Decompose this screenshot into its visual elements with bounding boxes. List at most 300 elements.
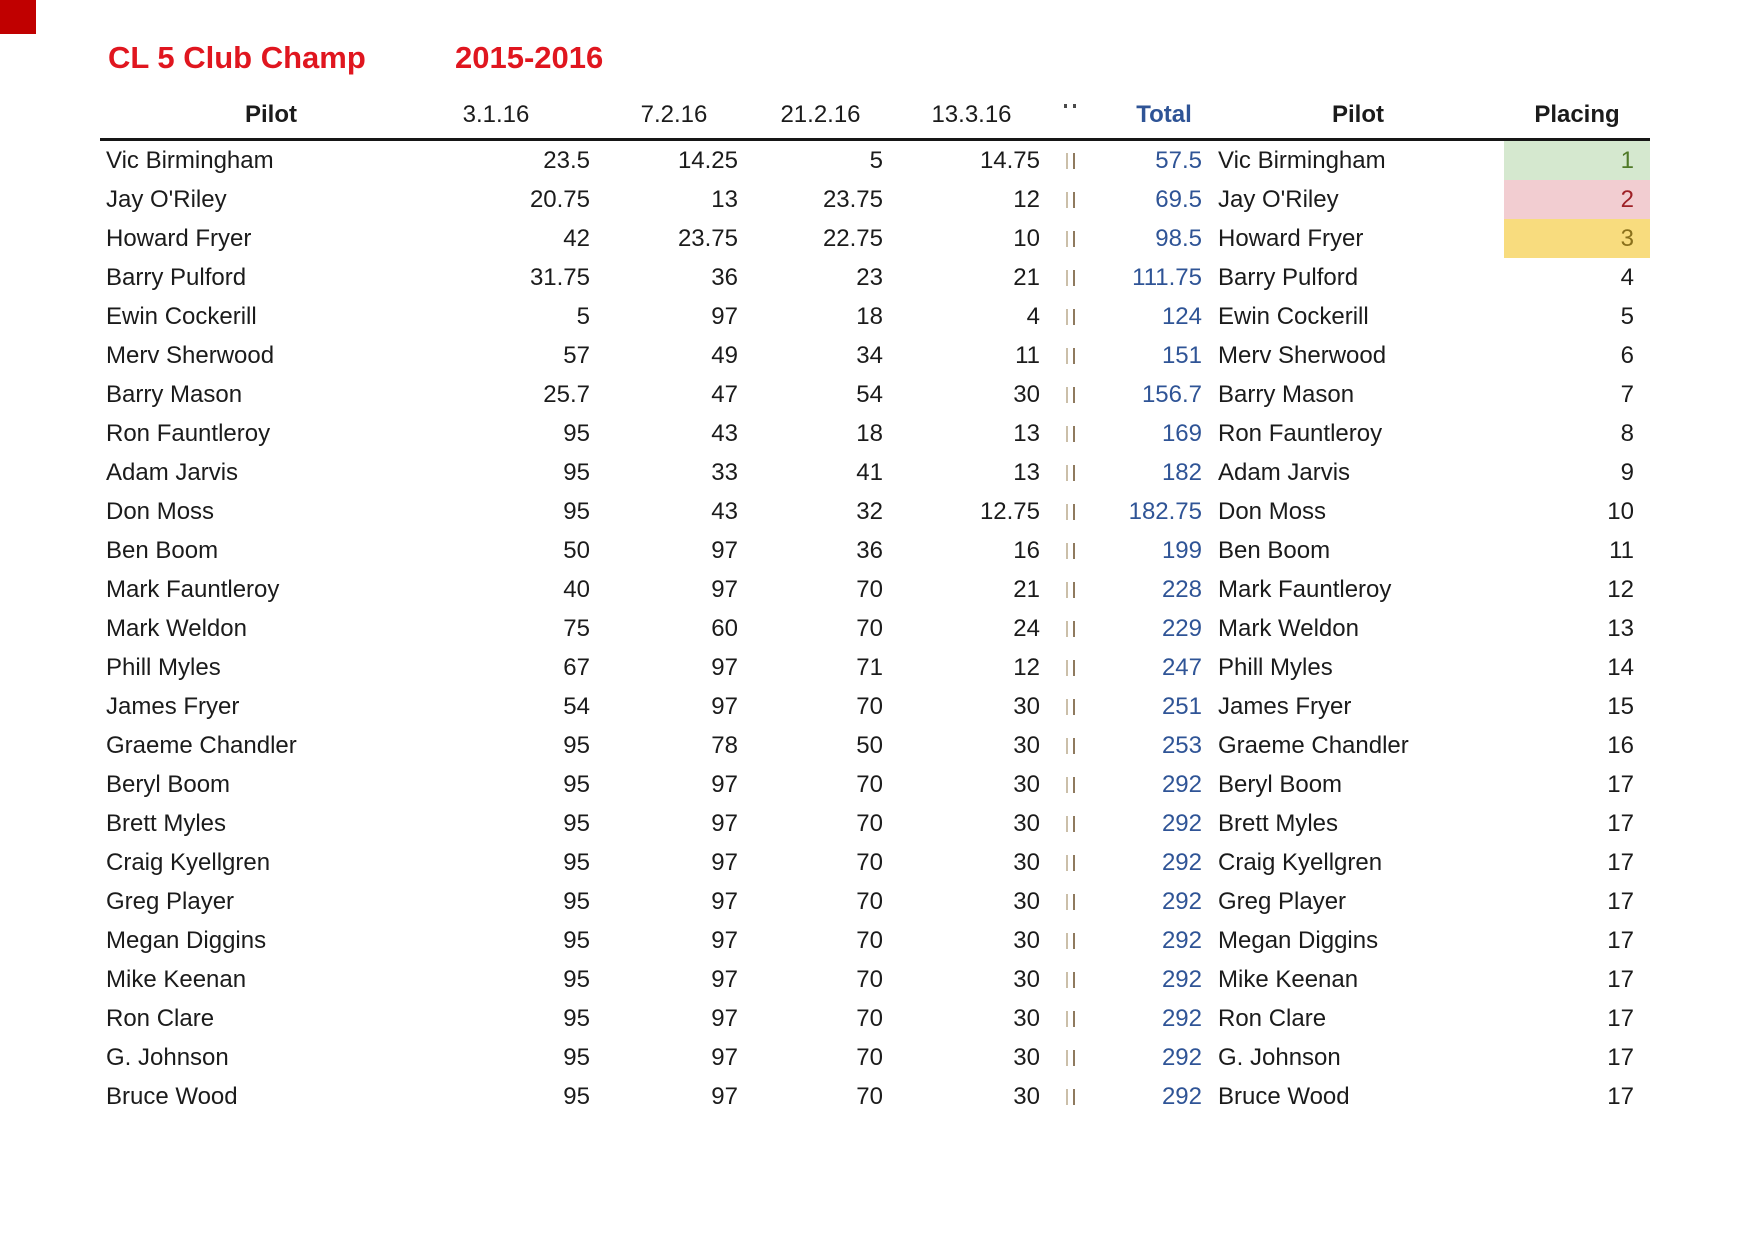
score-cell[interactable]: 42 [563,225,590,252]
table-row [100,570,1650,609]
total-cell[interactable]: 57.5 [1155,147,1202,174]
score-cell[interactable]: 70 [856,927,883,954]
score-cell[interactable]: 95 [563,459,590,486]
sparkline-cell[interactable] [1050,804,1090,843]
sparkline-bar-icon [1066,972,1068,988]
score-cell[interactable]: 50 [563,537,590,564]
score-cell[interactable]: 95 [563,966,590,993]
total-cell[interactable]: 253 [1161,732,1202,759]
total-cell[interactable]: 292 [1161,771,1202,798]
total-cell[interactable]: 292 [1161,888,1202,915]
score-cell[interactable]: 54 [856,381,883,408]
score-cell[interactable]: 31.75 [529,264,590,291]
sparkline-bar-icon [1066,777,1068,793]
pilot-name-cell[interactable]: Ewin Cockerill [106,303,257,330]
score-cell[interactable]: 70 [856,810,883,837]
pilot-name-cell[interactable]: Merv Sherwood [1218,342,1387,369]
placing-cell[interactable]: 17 [1607,1044,1634,1071]
sparkline-bar-icon [1066,387,1068,403]
header-total[interactable]: Total [1136,101,1192,128]
sparkline-cell[interactable] [1050,765,1090,804]
sparkline-cell[interactable] [1050,570,1090,609]
sparkline-cell[interactable] [1050,687,1090,726]
total-cell[interactable]: 292 [1161,966,1202,993]
pilot-name-cell[interactable]: Howard Fryer [1218,225,1364,252]
placing-cell[interactable]: 17 [1607,771,1634,798]
sparkline-cell[interactable] [1050,999,1090,1038]
sparkline-bar-icon [1073,504,1075,520]
score-cell[interactable]: 70 [856,615,883,642]
score-cell[interactable]: 23 [856,264,883,291]
pilot-name-cell[interactable]: Graeme Chandler [1218,732,1409,759]
score-cell[interactable]: 71 [856,654,883,681]
pilot-name-cell[interactable]: Vic Birmingham [1218,147,1386,174]
table-row [100,960,1650,999]
placing-cell[interactable]: 2 [1504,180,1650,219]
sparkline-cell[interactable] [1050,453,1090,492]
total-cell[interactable]: 247 [1161,654,1202,681]
sparkline-cell[interactable] [1050,141,1090,180]
score-cell[interactable]: 70 [856,1044,883,1071]
pilot-name-cell[interactable]: Vic Birmingham [106,147,274,174]
placing-cell[interactable]: 7 [1620,381,1634,408]
placing-cell[interactable]: 8 [1620,420,1634,447]
placing-cell[interactable]: 1 [1504,141,1650,180]
sparkline-cell[interactable] [1050,258,1090,297]
title-row [108,40,604,80]
score-cell[interactable]: 43 [711,498,738,525]
pilot-name-cell[interactable]: Jay O'Riley [1218,186,1339,213]
sparkline-cell[interactable] [1050,219,1090,258]
sparkline-bar-icon [1066,660,1068,676]
table-row [100,219,1650,258]
score-cell[interactable]: 70 [856,771,883,798]
pilot-name-cell[interactable]: Phill Myles [106,654,221,681]
score-cell[interactable]: 60 [711,615,738,642]
sparkline-bar-icon [1073,699,1075,715]
header-placing[interactable]: Placing [1534,101,1620,128]
pilot-name-cell[interactable]: Greg Player [1218,888,1347,915]
sparkline-cell[interactable] [1050,1077,1090,1116]
sheet-title[interactable]: CL 5 Club Champ [108,40,366,75]
score-cell[interactable]: 30 [1013,1005,1040,1032]
table-row [100,414,1650,453]
pilot-name-cell[interactable]: Ron Clare [1218,1005,1327,1032]
sparkline-cell[interactable] [1050,921,1090,960]
pilot-name-cell[interactable]: Don Moss [106,498,215,525]
score-cell[interactable]: 95 [563,849,590,876]
total-cell[interactable]: 151 [1161,342,1202,369]
score-cell[interactable]: 30 [1013,966,1040,993]
pilot-name-cell[interactable]: Brett Myles [1218,810,1339,837]
total-cell[interactable]: 251 [1161,693,1202,720]
score-cell[interactable]: 20.75 [529,186,590,213]
pilot-name-cell[interactable]: Greg Player [106,888,235,915]
total-cell[interactable]: 169 [1161,420,1202,447]
score-cell[interactable]: 97 [711,1083,738,1110]
sparkline-cell[interactable] [1050,609,1090,648]
pilot-name-cell[interactable]: Barry Mason [106,381,243,408]
sparkline-bar-icon [1073,348,1075,364]
total-cell[interactable]: 292 [1161,1044,1202,1071]
header-date-2[interactable]: 7.2.16 [640,101,708,128]
table-row [100,999,1650,1038]
results-table [100,92,1650,1116]
score-cell[interactable]: 21 [1013,576,1040,603]
sparkline-bar-icon [1073,816,1075,832]
placing-cell[interactable]: 9 [1620,459,1634,486]
score-cell[interactable]: 36 [856,537,883,564]
pilot-name-cell[interactable]: Bruce Wood [1218,1083,1350,1110]
score-cell[interactable]: 70 [856,1005,883,1032]
pilot-name-cell[interactable]: Jay O'Riley [106,186,227,213]
score-cell[interactable]: 97 [711,654,738,681]
placing-cell[interactable]: 14 [1607,654,1634,681]
score-cell[interactable]: 95 [563,1044,590,1071]
pilot-name-cell[interactable]: Mike Keenan [106,966,247,993]
table-row [100,492,1650,531]
score-cell[interactable]: 95 [563,927,590,954]
sparkline-bar-icon [1073,582,1075,598]
pilot-name-cell[interactable]: Ron Fauntleroy [106,420,271,447]
total-cell[interactable]: 292 [1161,927,1202,954]
pilot-name-cell[interactable]: James Fryer [1218,693,1352,720]
score-cell[interactable]: 13 [1013,420,1040,447]
header-sparkline-marks [1050,92,1090,138]
pilot-name-cell[interactable]: Craig Kyellgren [106,849,271,876]
total-cell[interactable]: 124 [1161,303,1202,330]
tick-mark-icon [1073,104,1076,108]
score-cell[interactable]: 49 [711,342,738,369]
score-cell[interactable]: 4 [1026,303,1040,330]
sparkline-bar-icon [1073,660,1075,676]
pilot-name-cell[interactable]: Barry Pulford [106,264,247,291]
score-cell[interactable]: 5 [576,303,590,330]
table-row [100,882,1650,921]
score-cell[interactable]: 11 [1015,342,1040,369]
sparkline-bar-icon [1073,894,1075,910]
score-cell[interactable]: 97 [711,303,738,330]
header-date-4[interactable]: 13.3.16 [931,101,1012,128]
score-cell[interactable]: 70 [856,849,883,876]
placing-cell[interactable]: 16 [1607,732,1634,759]
score-cell[interactable]: 70 [856,693,883,720]
score-cell[interactable]: 30 [1013,381,1040,408]
total-cell[interactable]: 292 [1161,1083,1202,1110]
pilot-name-cell[interactable]: James Fryer [106,693,240,720]
sparkline-bar-icon [1073,621,1075,637]
score-cell[interactable]: 97 [711,849,738,876]
table-row [100,843,1650,882]
score-cell[interactable]: 40 [563,576,590,603]
score-cell[interactable]: 47 [711,381,738,408]
sparkline-bar-icon [1073,153,1075,169]
table-row [100,375,1650,414]
score-cell[interactable]: 70 [856,1083,883,1110]
table-row [100,453,1650,492]
score-cell[interactable]: 5 [869,147,883,174]
score-cell[interactable]: 14.75 [979,147,1040,174]
pilot-name-cell[interactable]: Mark Fauntleroy [1218,576,1392,603]
sparkline-cell[interactable] [1050,375,1090,414]
sparkline-bar-icon [1066,270,1068,286]
sparkline-bar-icon [1066,192,1068,208]
score-cell[interactable]: 97 [711,537,738,564]
placing-cell[interactable]: 6 [1620,342,1634,369]
score-cell[interactable]: 30 [1013,927,1040,954]
score-cell[interactable]: 12 [1013,654,1040,681]
pilot-name-cell[interactable]: Ron Fauntleroy [1218,420,1383,447]
table-row [100,921,1650,960]
score-cell[interactable]: 95 [563,888,590,915]
pilot-name-cell[interactable]: Barry Mason [1218,381,1355,408]
score-cell[interactable]: 41 [856,459,883,486]
score-cell[interactable]: 30 [1013,849,1040,876]
sparkline-cell[interactable] [1050,297,1090,336]
sparkline-bar-icon [1066,309,1068,325]
score-cell[interactable]: 30 [1013,732,1040,759]
score-cell[interactable]: 23.75 [822,186,883,213]
score-cell[interactable]: 13 [711,186,738,213]
total-cell[interactable]: 182 [1161,459,1202,486]
score-cell[interactable]: 97 [711,1005,738,1032]
sparkline-bar-icon [1073,231,1075,247]
sparkline-bar-icon [1066,465,1068,481]
score-cell[interactable]: 23.5 [543,147,590,174]
score-cell[interactable]: 70 [856,966,883,993]
score-cell[interactable]: 70 [856,888,883,915]
score-cell[interactable]: 30 [1013,810,1040,837]
table-row [100,141,1650,180]
total-cell[interactable]: 182.75 [1128,498,1202,525]
score-cell[interactable]: 95 [563,810,590,837]
total-cell[interactable]: 229 [1161,615,1202,642]
pilot-name-cell[interactable]: Don Moss [1218,498,1327,525]
score-cell[interactable]: 97 [711,576,738,603]
score-cell[interactable]: 75 [563,615,590,642]
score-cell[interactable]: 30 [1013,1044,1040,1071]
corner-red-block [0,0,36,34]
score-cell[interactable]: 12 [1013,186,1040,213]
pilot-name-cell[interactable]: Megan Diggins [1218,927,1379,954]
pilot-name-cell[interactable]: Mike Keenan [1218,966,1359,993]
placing-cell[interactable]: 10 [1607,498,1634,525]
sparkline-bar-icon [1073,309,1075,325]
score-cell[interactable]: 97 [711,810,738,837]
total-cell[interactable]: 98.5 [1155,225,1202,252]
score-cell[interactable]: 95 [563,771,590,798]
pilot-name-cell[interactable]: Beryl Boom [1218,771,1343,798]
score-cell[interactable]: 97 [711,966,738,993]
pilot-name-cell[interactable]: Ron Clare [106,1005,215,1032]
pilot-name-cell[interactable]: Megan Diggins [106,927,267,954]
placing-cell[interactable]: 17 [1607,966,1634,993]
pilot-name-cell[interactable]: Mark Fauntleroy [106,576,280,603]
pilot-name-cell[interactable]: Craig Kyellgren [1218,849,1383,876]
table-row [100,258,1650,297]
pilot-name-cell[interactable]: G. Johnson [1218,1044,1341,1071]
sparkline-cell[interactable] [1050,726,1090,765]
placing-cell[interactable]: 5 [1620,303,1634,330]
sparkline-cell[interactable] [1050,843,1090,882]
sparkline-bar-icon [1066,1089,1068,1105]
placing-cell[interactable]: 12 [1607,576,1634,603]
pilot-name-cell[interactable]: Mark Weldon [106,615,247,642]
sparkline-bar-icon [1073,192,1075,208]
table-row [100,180,1650,219]
placing-cell[interactable]: 17 [1607,888,1634,915]
placing-cell[interactable]: 17 [1607,1005,1634,1032]
sparkline-bar-icon [1073,465,1075,481]
table-row [100,609,1650,648]
score-cell[interactable]: 21 [1013,264,1040,291]
table-header-row [100,92,1650,141]
total-cell[interactable]: 292 [1161,1005,1202,1032]
pilot-name-cell[interactable]: Merv Sherwood [106,342,275,369]
placing-cell[interactable]: 4 [1620,264,1634,291]
score-cell[interactable]: 30 [1013,888,1040,915]
sparkline-bar-icon [1066,1050,1068,1066]
score-cell[interactable]: 12.75 [979,498,1040,525]
score-cell[interactable]: 50 [856,732,883,759]
sparkline-cell[interactable] [1050,180,1090,219]
placing-cell[interactable]: 17 [1607,927,1634,954]
pilot-name-cell[interactable]: Brett Myles [106,810,227,837]
score-cell[interactable]: 70 [856,576,883,603]
placing-cell[interactable]: 17 [1607,1083,1634,1110]
sparkline-cell[interactable] [1050,414,1090,453]
sparkline-bar-icon [1066,816,1068,832]
score-cell[interactable]: 97 [711,1044,738,1071]
score-cell[interactable]: 30 [1013,693,1040,720]
sparkline-cell[interactable] [1050,531,1090,570]
table-row [100,297,1650,336]
tick-mark-icon [1064,104,1067,108]
total-cell[interactable]: 292 [1161,849,1202,876]
table-row [100,687,1650,726]
header-pilot-2[interactable]: Pilot [1332,101,1384,128]
sparkline-bar-icon [1066,426,1068,442]
sparkline-bar-icon [1066,543,1068,559]
score-cell[interactable]: 32 [856,498,883,525]
placing-cell[interactable]: 3 [1504,219,1650,258]
sparkline-bar-icon [1073,1050,1075,1066]
score-cell[interactable]: 33 [711,459,738,486]
score-cell[interactable]: 95 [563,498,590,525]
score-cell[interactable]: 16 [1013,537,1040,564]
sparkline-bar-icon [1073,738,1075,754]
score-cell[interactable]: 95 [563,1005,590,1032]
sparkline-cell[interactable] [1050,492,1090,531]
score-cell[interactable]: 18 [856,303,883,330]
score-cell[interactable]: 43 [711,420,738,447]
score-cell[interactable]: 13 [1013,459,1040,486]
score-cell[interactable]: 18 [856,420,883,447]
total-cell[interactable]: 156.7 [1141,381,1202,408]
sparkline-bar-icon [1066,933,1068,949]
pilot-name-cell[interactable]: Ewin Cockerill [1218,303,1369,330]
score-cell[interactable]: 97 [711,927,738,954]
total-cell[interactable]: 228 [1161,576,1202,603]
header-pilot[interactable]: Pilot [245,101,297,128]
placing-cell[interactable]: 13 [1607,615,1634,642]
sheet-season[interactable]: 2015-2016 [455,40,604,75]
sparkline-cell[interactable] [1050,882,1090,921]
score-cell[interactable]: 97 [711,771,738,798]
score-cell[interactable]: 95 [563,1083,590,1110]
pilot-name-cell[interactable]: Barry Pulford [1218,264,1359,291]
sparkline-bar-icon [1066,231,1068,247]
score-cell[interactable]: 34 [856,342,883,369]
score-cell[interactable]: 30 [1013,1083,1040,1110]
table-row [100,1038,1650,1077]
sparkline-bar-icon [1073,1089,1075,1105]
sparkline-cell[interactable] [1050,648,1090,687]
pilot-name-cell[interactable]: Ben Boom [106,537,219,564]
score-cell[interactable]: 36 [711,264,738,291]
pilot-name-cell[interactable]: Mark Weldon [1218,615,1359,642]
score-cell[interactable]: 57 [563,342,590,369]
score-cell[interactable]: 95 [563,732,590,759]
sparkline-bar-icon [1066,738,1068,754]
pilot-name-cell[interactable]: Phill Myles [1218,654,1333,681]
score-cell[interactable]: 24 [1013,615,1040,642]
score-cell[interactable]: 95 [563,420,590,447]
sparkline-cell[interactable] [1050,960,1090,999]
score-cell[interactable]: 97 [711,888,738,915]
placing-cell[interactable]: 15 [1607,693,1634,720]
score-cell[interactable]: 22.75 [822,225,883,252]
score-cell[interactable]: 14.25 [677,147,738,174]
score-cell[interactable]: 78 [711,732,738,759]
pilot-name-cell[interactable]: Adam Jarvis [1218,459,1351,486]
score-cell[interactable]: 23.75 [677,225,738,252]
score-cell[interactable]: 30 [1013,771,1040,798]
sparkline-bar-icon [1066,855,1068,871]
pilot-name-cell[interactable]: Howard Fryer [106,225,252,252]
sparkline-bar-icon [1066,348,1068,364]
pilot-name-cell[interactable]: Beryl Boom [106,771,231,798]
score-cell[interactable]: 54 [563,693,590,720]
score-cell[interactable]: 10 [1013,225,1040,252]
score-cell[interactable]: 67 [563,654,590,681]
placing-cell[interactable]: 11 [1609,537,1634,564]
header-date-3[interactable]: 21.2.16 [780,101,861,128]
table-row [100,336,1650,375]
header-date-1[interactable]: 3.1.16 [462,101,530,128]
pilot-name-cell[interactable]: Bruce Wood [106,1083,238,1110]
sparkline-bar-icon [1073,855,1075,871]
sparkline-bar-icon [1073,933,1075,949]
score-cell[interactable]: 97 [711,693,738,720]
score-cell[interactable]: 25.7 [543,381,590,408]
sparkline-cell[interactable] [1050,1038,1090,1077]
placing-cell[interactable]: 17 [1607,810,1634,837]
total-cell[interactable]: 111.75 [1132,264,1202,291]
total-cell[interactable]: 199 [1161,537,1202,564]
pilot-name-cell[interactable]: Ben Boom [1218,537,1331,564]
total-cell[interactable]: 69.5 [1155,186,1202,213]
table-row [100,531,1650,570]
pilot-name-cell[interactable]: Graeme Chandler [106,732,297,759]
pilot-name-cell[interactable]: G. Johnson [106,1044,229,1071]
sparkline-bar-icon [1066,894,1068,910]
sparkline-bar-icon [1073,426,1075,442]
pilot-name-cell[interactable]: Adam Jarvis [106,459,239,486]
placing-cell[interactable]: 17 [1607,849,1634,876]
sparkline-cell[interactable] [1050,336,1090,375]
total-cell[interactable]: 292 [1161,810,1202,837]
